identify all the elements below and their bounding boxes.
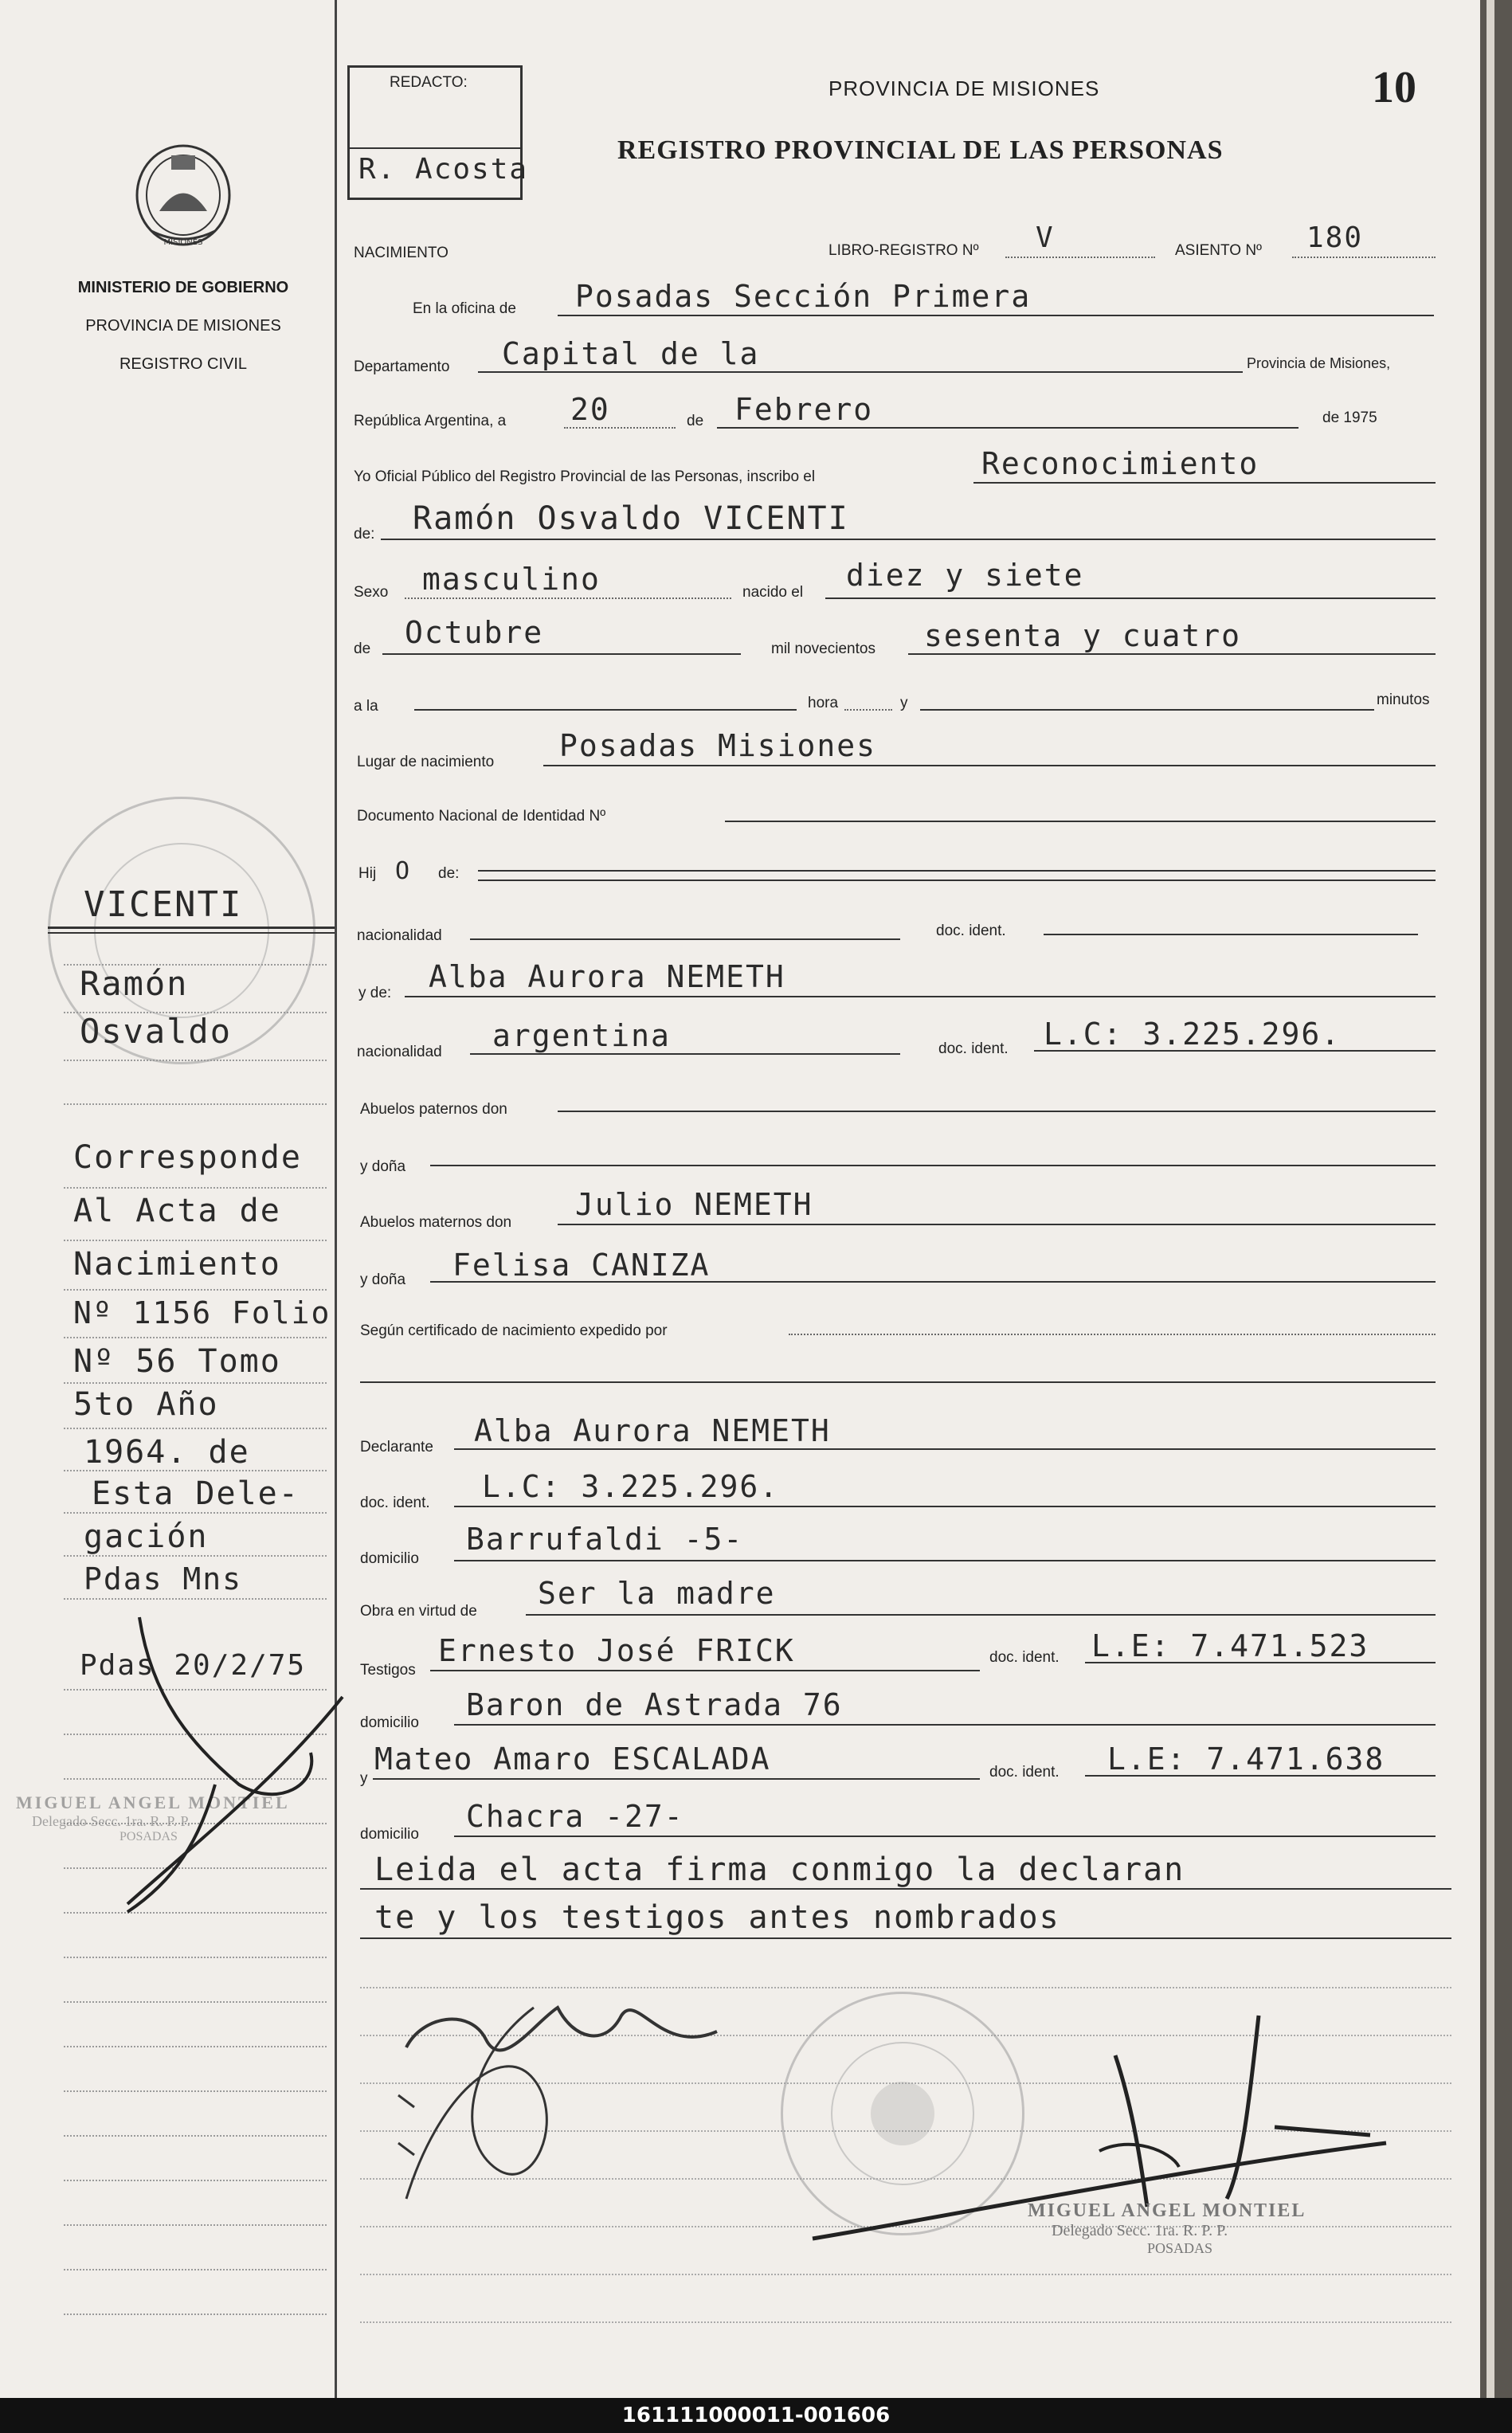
lugar-label: Lugar de nacimiento: [357, 754, 495, 770]
minutos-label: minutos: [1377, 692, 1430, 708]
docident5-value: L.E: 7.471.638: [1107, 1741, 1385, 1777]
y-testigo-label: y: [360, 1770, 368, 1787]
docident5-label: doc. ident.: [989, 1764, 1060, 1781]
left-official-name: MIGUEL ANGEL MONTIEL: [16, 1792, 290, 1812]
oficina-label: En la oficina de: [413, 300, 516, 317]
abuela-mat-value: Felisa CANIZA: [452, 1248, 711, 1283]
y-label: y: [900, 695, 908, 711]
dni-label: Documento Nacional de Identidad Nº: [357, 808, 606, 825]
declarante-label: Declarante: [360, 1439, 433, 1455]
anio-value: sesenta y cuatro: [924, 618, 1242, 653]
republica-label: República Argentina, a: [354, 413, 507, 429]
libro-label: LIBRO-REGISTRO Nº: [828, 242, 979, 259]
coat-of-arms-icon: [127, 135, 239, 255]
left-province-label: PROVINCIA DE MISIONES: [85, 317, 281, 335]
domicilio2-label: domicilio: [360, 1714, 419, 1731]
margin-note-line: 5to Año: [73, 1386, 219, 1423]
nacionalidad2-value: argentina: [492, 1018, 671, 1053]
domicilio2-value: Baron de Astrada 76: [466, 1687, 843, 1722]
right-official-stamp: [1028, 2200, 1362, 2257]
redacto-value: R. Acosta: [358, 153, 529, 186]
sexo-label: Sexo: [354, 584, 389, 601]
domicilio-value: Barrufaldi -5-: [466, 1522, 744, 1557]
redacto-label: REDACTO:: [390, 74, 468, 91]
obra-label: Obra en virtud de: [360, 1603, 477, 1620]
inscribo-value: Reconocimiento: [981, 446, 1259, 481]
provincia-label: Provincia de Misiones,: [1247, 355, 1391, 371]
page-edge: [1480, 0, 1512, 2398]
docident2-label: doc. ident.: [938, 1040, 1009, 1057]
nacionalidad-label: nacionalidad: [357, 927, 442, 944]
margin-note-line: Nacimiento: [73, 1246, 281, 1283]
oficial-label: Yo Oficial Público del Registro Provincial de las Personas, inscribo el: [354, 468, 816, 485]
abuelos-mat-label: Abuelos maternos don: [360, 1214, 512, 1231]
right-official-role: Delegado Secc. 1ra. R. P. P.: [1052, 2222, 1228, 2239]
docident4-value: L.E: 7.471.523: [1091, 1628, 1369, 1663]
right-official-city: POSADAS: [1147, 2240, 1213, 2256]
act-type-label: NACIMIENTO: [354, 245, 449, 261]
margin-surname: VICENTI: [84, 884, 243, 925]
testigo2-value: Mateo Amaro ESCALADA: [374, 1741, 771, 1777]
declarante-value: Alba Aurora NEMETH: [474, 1413, 831, 1448]
hijo-o-value: O: [395, 857, 412, 885]
mil-label: mil novecientos: [771, 641, 875, 657]
asiento-value: 180: [1306, 221, 1364, 254]
margin-name-2: Osvaldo: [80, 1012, 233, 1051]
margin-name-1: Ramón: [80, 964, 189, 1003]
mes-nac-value: Octubre: [405, 615, 544, 650]
image-id-bar: 161111000011-001606: [0, 2398, 1512, 2433]
margin-note-line: 1964. de: [84, 1434, 250, 1471]
declarant-signature: [374, 1960, 741, 2247]
margin-note-line: Pdas Mns: [84, 1561, 243, 1597]
hijo-label: Hij: [358, 865, 377, 882]
mes-value: Febrero: [734, 392, 874, 427]
left-signature: [80, 1601, 366, 1920]
year-label: de 1975: [1322, 409, 1377, 426]
asiento-label: ASIENTO Nº: [1175, 242, 1262, 259]
left-official-role: Delegado Secc. 1ra. R. P. P.: [32, 1813, 190, 1829]
domicilio-label: domicilio: [360, 1550, 419, 1567]
domicilio3-label: domicilio: [360, 1826, 419, 1843]
closing-line-2: te y los testigos antes nombrados: [374, 1899, 1060, 1936]
margin-date: Pdas 20/2/75: [80, 1649, 307, 1682]
testigos-label: Testigos: [360, 1662, 416, 1679]
obra-value: Ser la madre: [538, 1576, 776, 1611]
margin-note-line: gación: [84, 1518, 209, 1555]
docident2-value: L.C: 3.225.296.: [1044, 1017, 1342, 1052]
svg-text:MISIONES: MISIONES: [163, 238, 203, 247]
registry-title: REGISTRO PROVINCIAL DE LAS PERSONAS: [617, 135, 1224, 165]
lugar-value: Posadas Misiones: [559, 728, 877, 763]
dia-value: 20: [570, 392, 610, 427]
de2-label: de:: [354, 526, 375, 543]
ministry-label: MINISTERIO DE GOBIERNO: [77, 279, 289, 296]
docident3-value: L.C: 3.225.296.: [482, 1469, 780, 1504]
libro-value: V: [1036, 221, 1055, 254]
province-heading: PROVINCIA DE MISIONES: [828, 76, 1100, 100]
margin-note-line: Esta Dele-: [92, 1475, 300, 1512]
closing-line-1: Leida el acta firma conmigo la declaran: [374, 1851, 1185, 1888]
registry-label: REGISTRO CIVIL: [119, 355, 248, 373]
y-dona-label: y doña: [360, 1158, 406, 1175]
margin-note-line: Corresponde: [73, 1139, 302, 1176]
de-label: de: [687, 413, 704, 429]
a-la-label: a la: [354, 698, 378, 715]
hijo-de-label: de:: [438, 865, 460, 882]
y-dona2-label: y doña: [360, 1271, 406, 1288]
madre-value: Alba Aurora NEMETH: [429, 959, 785, 994]
departamento-value: Capital de la: [502, 336, 760, 371]
oficina-value: Posadas Sección Primera: [575, 279, 1032, 314]
domicilio3-value: Chacra -27-: [466, 1799, 684, 1834]
docident4-label: doc. ident.: [989, 1649, 1060, 1666]
margin-note-line: Nº 1156 Folio: [73, 1295, 331, 1330]
segun-label: Según certificado de nacimiento expedido por: [360, 1322, 668, 1339]
right-official-name: MIGUEL ANGEL MONTIEL: [1028, 2200, 1306, 2221]
nacido-value: diez y siete: [846, 558, 1084, 593]
docident3-label: doc. ident.: [360, 1495, 430, 1511]
de3-label: de: [354, 641, 371, 657]
nacionalidad2-label: nacionalidad: [357, 1044, 442, 1060]
page-number: 10: [1372, 63, 1416, 112]
hora-label: hora: [808, 695, 839, 711]
docident-label: doc. ident.: [936, 923, 1006, 939]
margin-note-line: Al Acta de: [73, 1193, 281, 1229]
margin-divider: [335, 0, 337, 2398]
sexo-value: masculino: [422, 562, 601, 597]
departamento-label: Departamento: [354, 358, 450, 375]
y-de-label: y de:: [358, 985, 392, 1001]
nacido-label: nacido el: [742, 584, 804, 601]
testigo1-value: Ernesto José FRICK: [438, 1633, 795, 1668]
abuelo-mat-value: Julio NEMETH: [575, 1187, 813, 1222]
margin-note-line: Nº 56 Tomo: [73, 1343, 281, 1380]
nombre-value: Ramón Osvaldo VICENTI: [413, 500, 849, 537]
abuelos-pat-label: Abuelos paternos don: [360, 1101, 507, 1118]
left-official-city: POSADAS: [119, 1830, 178, 1843]
